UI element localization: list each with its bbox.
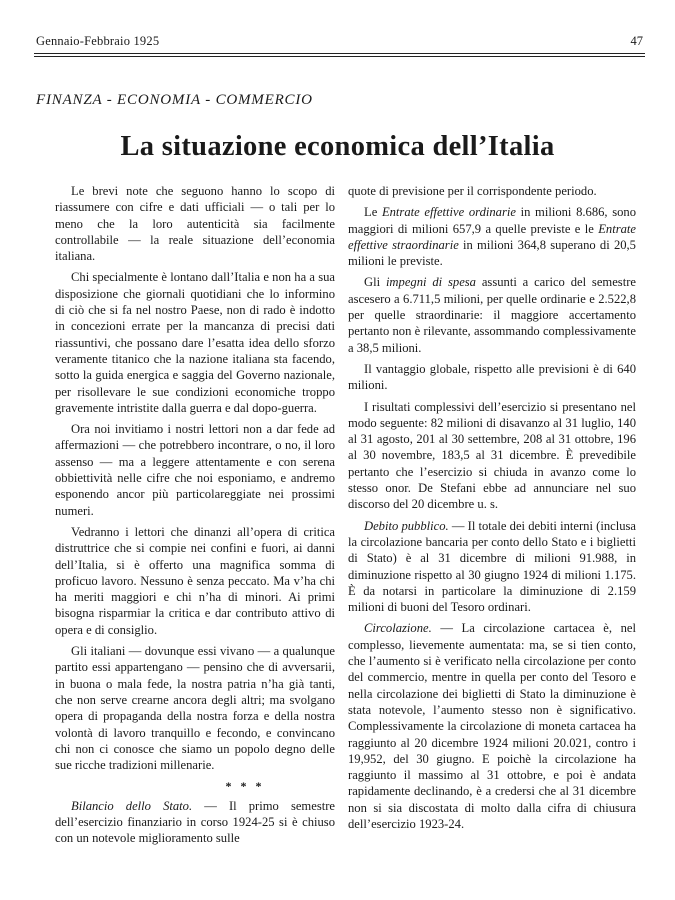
text-span: in milioni 8.686, sono maggiori di milioni 657,9 a quelle previste e le — [348, 205, 636, 236]
paragraph-text: — Il totale dei debiti interni (inclusa la circolazione bancaria per conto dello Stato e i biglietti di Stato) è al 31 dicembre di milioni 91.988, in diminuzione rispetto al 30 giugno 1924 di milioni 1.175. È da notarsi in particolare la diminuzione di 2.159 milioni di buoni del Tesoro ordinari. — [348, 518, 636, 615]
left-column — [55, 183, 335, 852]
paragraph: Gli italiani — dovunque essi vivano — a qualunque partito essi appartengano — pensino che di avversarii, in buona o mala fede, la nostra patria n’ha già tanti, che non serve crearne ancora degli altri; ma svolgano opera di propaganda della nostra forza e della nostra volontà di lavoro tranquillo e fecondo, e convincano chi non ci conosce che siamo un popolo degno delle sue ricche tradizioni millenarie. — [55, 644, 335, 773]
paragraph-text: — La circolazione cartacea è, nel complesso, lievemente aumentata: ma, se si tien conto, che l’aumento si è verificato nella circolazione per conto del commercio, mentre in quella per conto del Tesoro e nella circolazione dei biglietti di Stato la diminuzione è stata notevole, l’aumento stesso non è significativo. Complessivamente la circolazione di moneta cartacea ha raggiunto al 20 dicembre 1924 milioni 20.021, contro i 19,952, del 30 giugno. E poichè la circolazione ha raggiunto il massimo al 31 ottobre, e poi è andata rapidamente declinando, è a credersi che al 31 dicembre non si sia discostata di molto dalla cifra di chiusura dell’esercizio 1923-24. — [348, 621, 636, 831]
paragraph: I risultati complessivi dell’esercizio si presentano nel modo seguente: 82 milioni di disavanzo al 31 luglio, 140 al 31 agosto, 201 al 30 settembre, 208 al 31 ottobre, 196 al 30 novembre, 183,5 al 31 dicembre. È prevedibile pertanto che l’esercizio si chiuda in avanzo come lo stesso onor. De Stefani ebbe ad annunciare nel suo discorso del 20 dicembre u. s. — [348, 399, 636, 512]
header-rule-double — [34, 56, 645, 57]
article-title: La situazione economica dell’Italia — [120, 131, 555, 162]
paragraph: quote di previsione per il corrispondente periodo. — [348, 184, 597, 198]
section-separator: * * * — [225, 779, 265, 794]
subheading-bilancio: Bilancio dello Stato. — [71, 798, 193, 813]
text-span: Gli — [364, 275, 386, 290]
paragraph: Le brevi note che seguono hanno lo scopo di riassumere con cifre e dati ufficiali — o tali per lo meno che la loro autenticità sia facilmente controllabile — la reale situazione dell’economia italiana. — [55, 184, 335, 264]
paragraph-text: — Il primo semestre dell’esercizio finanziario in corso 1924-25 si è chiuso con un notevole miglioramento sulle — [55, 798, 336, 846]
paragraph — [348, 274, 636, 355]
text-span: assunti a carico del semestre ascesero a 6.711,5 milioni, per quelle ordinarie e 2.522,8 per quelle straordinarie: il maggiore accertamento pertanto non è rilevante, assommando complessivamente a 38,5 milioni. — [348, 275, 636, 355]
paragraph: Ora noi invitiamo i nostri lettori non a dar fede ad affermazioni — che potrebbero incontrare, o no, il loro assenso — ma a leggere attentamente e con serena obbiettività nelle cifre che noi esponiamo, e andremo esponendo ancor più particolareggiate nei prossimi numeri. — [55, 422, 335, 518]
emphasis: Entrate effettive ordinarie — [381, 205, 516, 220]
emphasis: Entrate effettive straordinarie — [348, 221, 636, 252]
text-span: in milioni 364,8 superano di 20,5 milioni le previste. — [348, 237, 636, 269]
paragraph: Il vantaggio globale, rispetto alle previsioni è di 640 milioni. — [348, 361, 636, 393]
emphasis: impegni di spesa — [385, 275, 476, 290]
subheading-debito: Debito pubblico. — [364, 518, 449, 533]
paragraph — [348, 620, 636, 832]
right-column — [348, 183, 636, 837]
paragraph — [348, 204, 636, 269]
page-number: 47 — [630, 34, 643, 48]
paragraph: Chi specialmente è lontano dall’Italia e non ha a sua disposizione che giornali quotidiani che lo informino di ciò che si fa nel nostro Paese, non di rado è indotto in concezioni errate per la mancanza di precisi dati riassuntivi, che possano dare l’esatta idea dello sforzo veramente titanico che la nazione italiana sta facendo, sotto la guida energica e saggia del Governo nazionale, per risollevare le sue condizioni economiche troppo gravemente intristite dalla guerra e dal dopo-guerra. — [55, 270, 335, 415]
header-rule — [34, 53, 645, 54]
paragraph: Vedranno i lettori che dinanzi all’opera di critica distruttrice che si compie nei confini e fuori, ai danni dell’Italia, si è offerto una magnifica somma di proficuo lavoro. Nessuno è senza peccato. Ma v’ha chi ha meriti maggiori e chi n’ha di minori. Ai primi bisogna risparmiar la critica e dar contributo attivo di opera e di consiglio. — [55, 524, 335, 637]
paragraph — [55, 798, 335, 847]
paragraph — [348, 518, 636, 616]
subheading-circolazione: Circolazione. — [364, 621, 432, 636]
running-header-date: Gennaio-Febbraio 1925 — [36, 34, 160, 48]
text-span: Le — [364, 205, 382, 220]
section-label: FINANZA - ECONOMIA - COMMERCIO — [36, 92, 313, 108]
